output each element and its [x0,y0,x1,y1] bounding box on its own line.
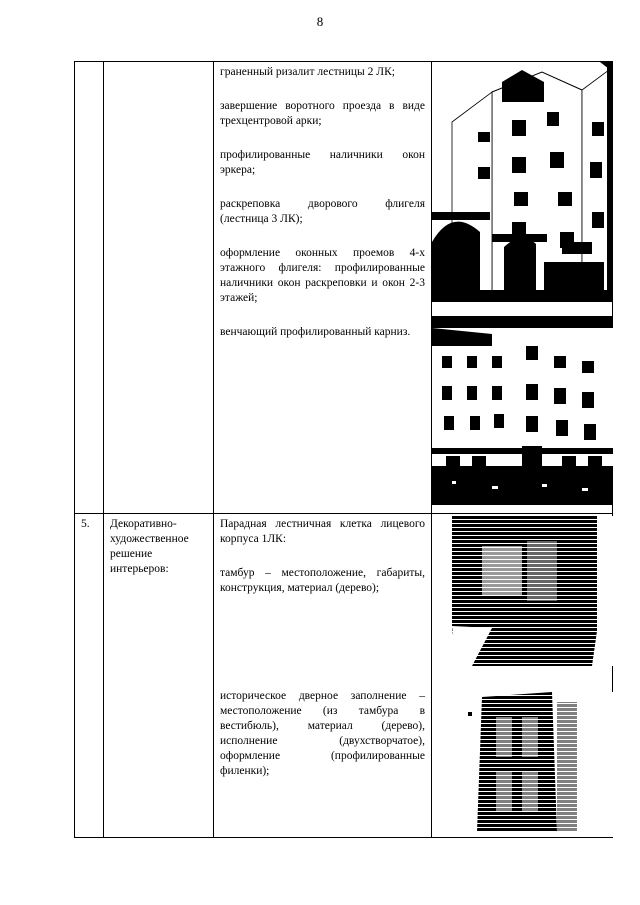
list-item: граненный ризалит лестницы 2 ЛК; [220,66,395,78]
feature-description-cell [214,514,432,838]
table-row [75,62,613,514]
feature-description-cell [214,62,432,514]
monument-features-table [74,61,613,838]
page-number: 8 [316,14,324,29]
list-item: Парадная лестничная клетка лицевого корпуса 1ЛК: [220,518,425,545]
door-photo [432,692,613,837]
list-item: раскреповка дворового флигеля (лестница 3 ЛК); [220,198,425,225]
row-number-cell: 5. [75,514,104,838]
photo-cell [432,62,613,514]
row-number-cell [75,62,104,514]
feature-name-cell [104,62,214,514]
list-item: профилированные наличники окон эркера; [220,149,425,176]
courtyard-wing-photo [432,316,613,505]
feature-name-cell: Декоративно-художественное решение интерьеров: [104,514,214,838]
list-item: венчающий профилированный карниз. [220,326,411,338]
list-item: тамбур – местоположение, габариты, конструкция, материал (дерево); [220,567,425,594]
list-item: историческое дверное заполнение – местоположение (из тамбура в вестибюль), материал (дерево), исполнение (двухстворчатое), оформление (профилированные филенки); [220,690,425,777]
list-item: завершение воротного проезда в виде трехцентровой арки; [220,100,425,127]
list-item: оформление оконных проемов 4-х этажного флигеля: профилированные наличники окон раскреповки и окон 2-3 этажей; [220,247,425,304]
facade-arch-photo [432,62,613,302]
vestibule-photo [432,516,613,666]
table-row [75,514,613,838]
photo-cell [432,514,613,838]
